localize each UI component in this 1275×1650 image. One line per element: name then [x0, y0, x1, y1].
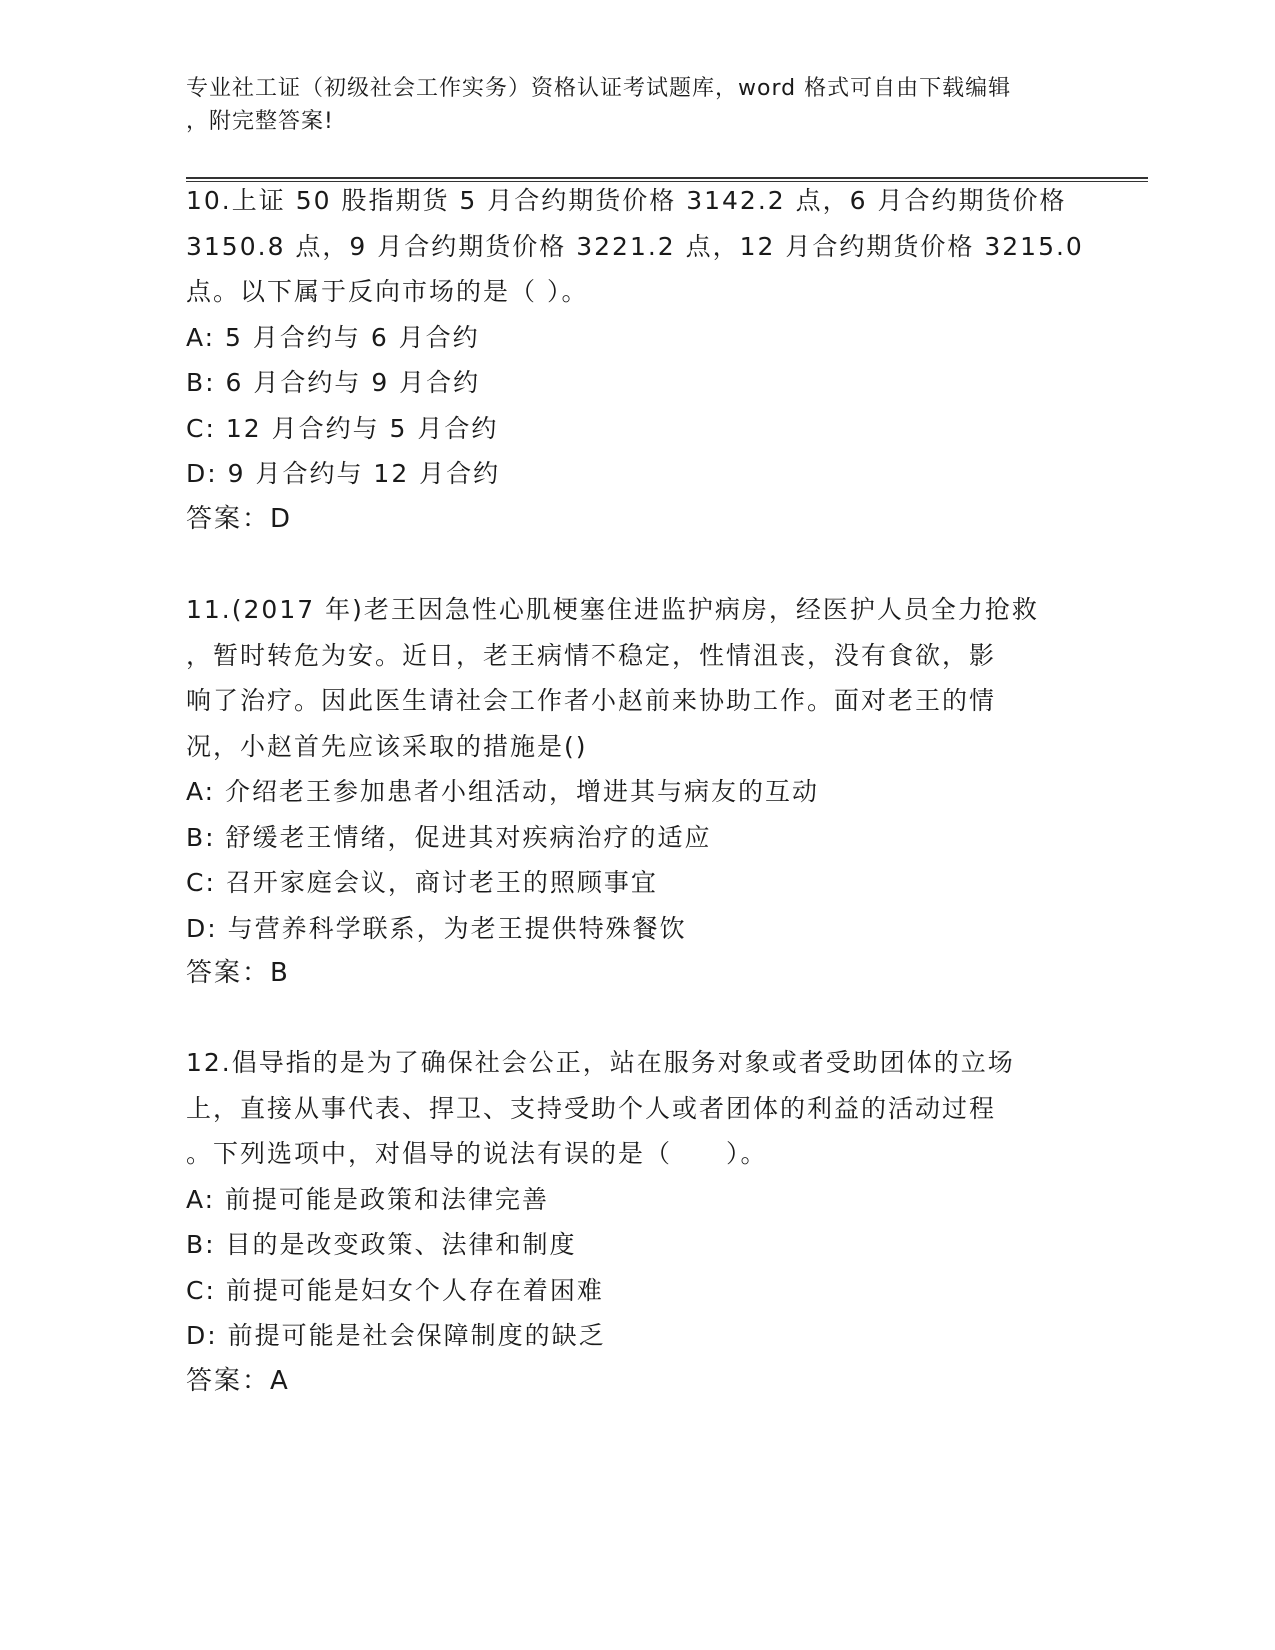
question-stem-line: 上，直接从事代表、捍卫、支持受助个人或者团体的利益的活动过程: [186, 1093, 997, 1123]
option-d: D: 9 月合约与 12 月合约: [186, 459, 501, 488]
option-c: C: 前提可能是妇女个人存在着困难: [186, 1275, 604, 1305]
option-a: A: 介绍老王参加患者小组活动，增进其与病友的互动: [186, 777, 820, 806]
option-a: A: 前提可能是政策和法律完善: [186, 1184, 550, 1214]
question-stem-line: 10.上证 50 股指期货 5 月合约期货价格 3142.2 点，6 月合约期货价格: [186, 186, 1067, 215]
question-stem-line: 11.(2017 年)老王因急性心肌梗塞住进监护病房，经医护人员全力抢救: [186, 595, 1039, 624]
option-c: C: 12 月合约与 5 月合约: [186, 413, 499, 443]
question-stem-line: 。下列选项中，对倡导的说法有误的是（ ）。: [186, 1139, 768, 1168]
option-a: A: 5 月合约与 6 月合约: [186, 322, 480, 352]
question-stem-line: ，暂时转危为安。近日，老王病情不稳定，性情沮丧，没有食欲，影: [186, 640, 997, 670]
option-d: D: 与营养科学联系，为老王提供特殊餐饮: [186, 913, 687, 943]
option-c: C: 召开家庭会议，商讨老王的照顾事宜: [186, 868, 658, 897]
option-b: B: 舒缓老王情绪，促进其对疾病治疗的适应: [186, 822, 712, 852]
answer-line: 答案：A: [186, 1365, 290, 1396]
question-stem-line: 点。以下属于反向市场的是（ ）。: [186, 277, 589, 306]
option-d: D: 前提可能是社会保障制度的缺乏: [186, 1321, 606, 1350]
question-stem-line: 况，小赵首先应该采取的措施是(): [186, 731, 588, 761]
question-stem-line: 3150.8 点，9 月合约期货价格 3221.2 点，12 月合约期货价格 3215.0: [186, 231, 1084, 261]
question-12: [186, 1040, 1086, 1404]
answer-line: 答案：B: [186, 958, 290, 988]
question-11: [186, 587, 1086, 997]
document-header: [186, 72, 1066, 138]
option-b: B: 目的是改变政策、法律和制度: [186, 1230, 577, 1259]
question-10: [186, 178, 1086, 542]
question-stem-line: 12.倡导指的是为了确保社会公正，站在服务对象或者受助团体的立场: [186, 1048, 1015, 1077]
header-title-line-2: ，附完整答案!: [186, 109, 334, 134]
option-b: B: 6 月合约与 9 月合约: [186, 368, 481, 397]
question-stem-line: 响了治疗。因此医生请社会工作者小赵前来协助工作。面对老王的情: [186, 686, 997, 715]
answer-line: 答案：D: [186, 503, 293, 534]
header-title-line-1: 专业社工证（初级社会工作实务）资格认证考试题库，word 格式可自由下载编辑: [186, 76, 1012, 101]
